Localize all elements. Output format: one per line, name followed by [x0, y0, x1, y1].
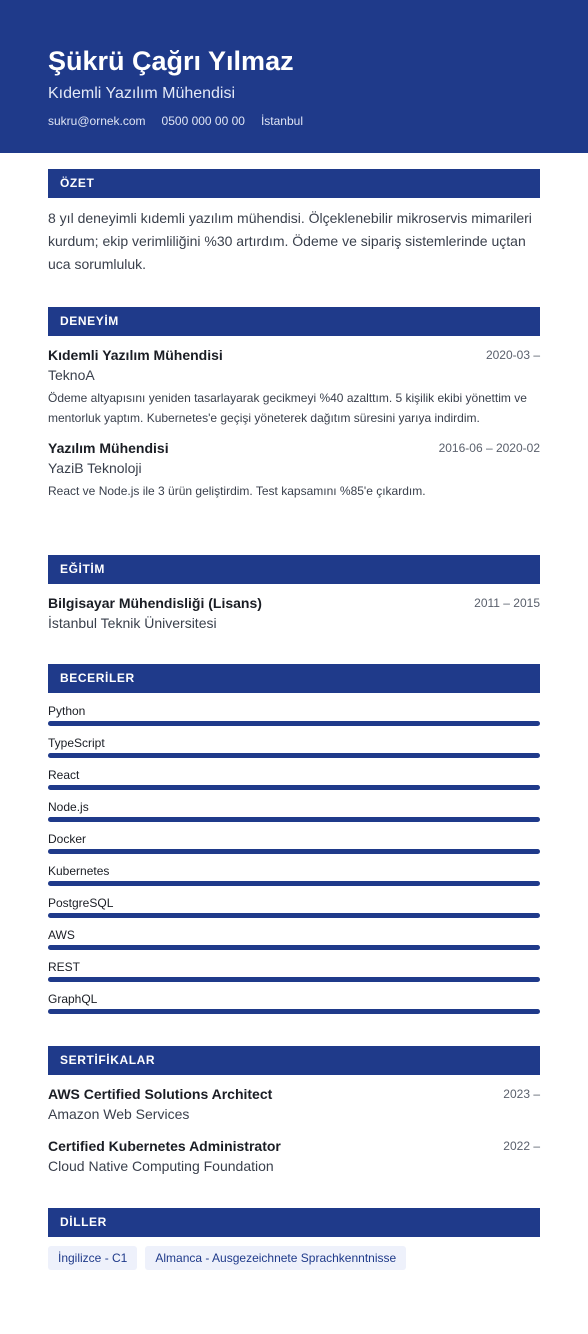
- section-heading: SERTİFİKALAR: [48, 1046, 540, 1075]
- section-heading: ÖZET: [48, 169, 540, 198]
- certification-item: [48, 1137, 540, 1175]
- experience-date: 2020-03 –: [485, 348, 540, 362]
- experience-date: 2016-06 – 2020-02: [438, 441, 540, 455]
- certification-date: 2022 –: [503, 1139, 540, 1153]
- skill-level-bar: [48, 849, 540, 854]
- skill-level-bar: [48, 785, 540, 790]
- certification-date: 2023 –: [503, 1087, 540, 1101]
- skills-list: [48, 703, 540, 1023]
- skill-name: React: [48, 768, 80, 782]
- skill-level-bar: [48, 817, 540, 822]
- skill-level-bar: [48, 1009, 540, 1014]
- skill-level-fill: [48, 913, 540, 918]
- skill-level-bar: [48, 881, 540, 886]
- language-chip: İngilizce - C1: [48, 1246, 137, 1270]
- skill-item: [48, 959, 540, 991]
- skill-name: Node.js: [48, 800, 89, 814]
- languages-section: [48, 1208, 540, 1270]
- email-text: sukru@ornek.com: [48, 114, 146, 128]
- resume-header: [0, 0, 588, 153]
- skill-level-bar: [48, 977, 540, 982]
- skill-level-bar: [48, 721, 540, 726]
- job-title: Kıdemli Yazılım Mühendisi: [48, 85, 236, 102]
- phone-text: 0500 000 00 00: [161, 114, 245, 128]
- certification-item: [48, 1085, 540, 1123]
- experience-title: Yazılım Mühendisi: [48, 440, 169, 456]
- section-heading: DİLLER: [48, 1208, 540, 1237]
- skill-level-bar: [48, 753, 540, 758]
- section-heading: DENEYİM: [48, 307, 540, 336]
- skill-level-bar: [48, 913, 540, 918]
- person-name: Şükrü Çağrı Yılmaz: [48, 46, 294, 76]
- skill-level-fill: [48, 849, 540, 854]
- experience-description: React ve Node.js ile 3 ürün geliştirdim. Test kapsamını %85'e çıkardım.: [48, 484, 426, 498]
- experience-section: [48, 307, 540, 501]
- skill-level-fill: [48, 753, 540, 758]
- skill-item: [48, 831, 540, 863]
- skill-name: GraphQL: [48, 992, 98, 1006]
- contact-info: [48, 113, 319, 129]
- skill-name: Docker: [48, 832, 87, 846]
- languages-list: [48, 1246, 540, 1270]
- education-item: [48, 594, 540, 632]
- certification-title: AWS Certified Solutions Architect: [48, 1086, 273, 1102]
- skill-level-fill: [48, 977, 540, 982]
- language-chip: Almanca - Ausgezeichnete Sprachkenntnisse: [145, 1246, 406, 1270]
- skill-item: [48, 863, 540, 895]
- skill-level-fill: [48, 817, 540, 822]
- skill-item: [48, 767, 540, 799]
- skill-level-fill: [48, 785, 540, 790]
- skill-item: [48, 735, 540, 767]
- experience-company: YaziB Teknoloji: [48, 460, 142, 476]
- skill-level-fill: [48, 881, 540, 886]
- skill-level-fill: [48, 721, 540, 726]
- summary-text: 8 yıl deneyimli kıdemli yazılım mühendisi. Ölçeklenebilir mikroservis mimarileri kurdum; ekip verimliliğini %30 artırdım. Ödeme ve sipariş sistemlerinde uçtan uca sorumluluk.: [48, 210, 532, 272]
- experience-company: TeknoA: [48, 367, 95, 383]
- skill-name: AWS: [48, 928, 75, 942]
- section-heading: BECERİLER: [48, 664, 540, 693]
- skill-name: REST: [48, 960, 81, 974]
- city-text: İstanbul: [260, 114, 303, 128]
- experience-description: Ödeme altyapısını yeniden tasarlayarak gecikmeyi %40 azalttım. 5 kişilik ekibi yönettim ve mentorluk yaptım. Kubernetes'e geçişi yöneterek dağıtım süresini yarıya indirdim.: [48, 391, 527, 425]
- certification-title: Certified Kubernetes Administrator: [48, 1138, 281, 1154]
- skill-item: [48, 927, 540, 959]
- skill-item: [48, 991, 540, 1023]
- skill-item: [48, 703, 540, 735]
- skill-name: PostgreSQL: [48, 896, 114, 910]
- experience-item: [48, 346, 540, 428]
- skill-name: TypeScript: [48, 736, 105, 750]
- certification-issuer: Cloud Native Computing Foundation: [48, 1158, 274, 1174]
- skill-level-fill: [48, 1009, 540, 1014]
- experience-item: [48, 439, 540, 501]
- summary-section: [48, 169, 540, 276]
- certifications-section: [48, 1046, 540, 1175]
- skill-level-fill: [48, 945, 540, 950]
- skills-section: [48, 664, 540, 1023]
- skill-level-bar: [48, 945, 540, 950]
- education-section: [48, 555, 540, 632]
- education-school: İstanbul Teknik Üniversitesi: [48, 615, 217, 631]
- skill-name: Kubernetes: [48, 864, 110, 878]
- skill-name: Python: [48, 704, 86, 718]
- certification-issuer: Amazon Web Services: [48, 1106, 190, 1122]
- education-degree: Bilgisayar Mühendisliği (Lisans): [48, 595, 262, 611]
- skill-item: [48, 799, 540, 831]
- section-heading: EĞİTİM: [48, 555, 540, 584]
- experience-title: Kıdemli Yazılım Mühendisi: [48, 347, 223, 363]
- education-date: 2011 – 2015: [474, 596, 540, 610]
- skill-item: [48, 895, 540, 927]
